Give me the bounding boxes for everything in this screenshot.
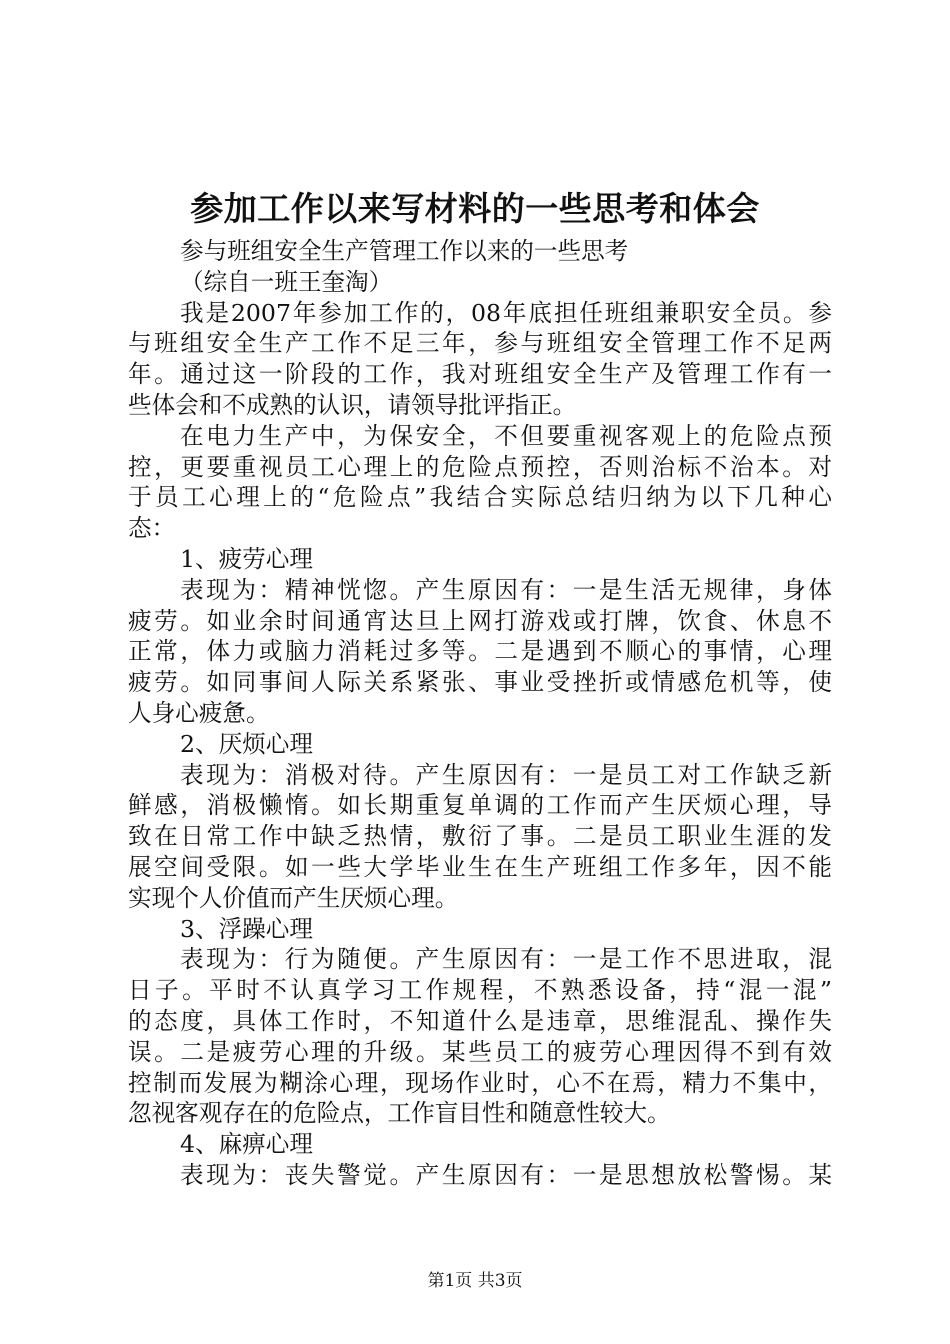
text-line: 2、厌烦心理 (180, 729, 313, 758)
text-line: 控，更要重视员工心理上的危险点预控，否则治标不治本。对 (128, 452, 832, 481)
text-line: 些体会和不成熟的认识，请领导批评指正。 (128, 390, 577, 419)
document-body (128, 236, 832, 1191)
text-line: 表现为：消极对待。产生原因有：一是员工对工作缺乏新 (180, 760, 832, 789)
text-line: 日子。平时不认真学习工作规程，不熟悉设备，持“混一混” (128, 976, 832, 1005)
text-line: 展空间受限。如一些大学毕业生在生产班组工作多年，因不能 (128, 852, 832, 881)
text-line: 人身心疲惫。 (128, 698, 270, 727)
text-line: 年。通过这一阶段的工作，我对班组安全生产及管理工作有一 (128, 360, 832, 389)
text-line: 1、疲劳心理 (180, 544, 313, 573)
text-line: 疲劳。如同事间人际关系紧张、事业受挫折或情感危机等，使 (128, 668, 832, 697)
text-line: 实现个人价值而产生厌烦心理。 (128, 883, 459, 912)
text-line: 于员工心理上的“危险点”我结合实际总结归纳为以下几种心 (128, 483, 832, 512)
text-line: 3、浮躁心理 (180, 914, 313, 943)
text-line: 态： (128, 514, 176, 543)
text-line: 误。二是疲劳心理的升级。某些员工的疲劳心理因得不到有效 (128, 1037, 832, 1066)
text-line: 表现为：丧失警觉。产生原因有：一是思想放松警惕。某 (180, 1160, 832, 1189)
text-line: 与班组安全生产工作不足三年，参与班组安全管理工作不足两 (128, 329, 832, 358)
text-line: 4、麻痹心理 (180, 1130, 313, 1159)
text-line: 正常，体力或脑力消耗过多等。二是遇到不顺心的事情，心理 (128, 637, 832, 666)
page-footer: 第1页 共3页 (427, 1271, 523, 1291)
text-line: （综自一班王奎淘） (180, 267, 393, 296)
text-line: 参与班组安全生产管理工作以来的一些思考 (180, 237, 629, 265)
text-line: 控制而发展为糊涂心理，现场作业时，心不在焉，精力不集中， (128, 1068, 832, 1097)
text-line: 致在日常工作中缺乏热情，敷衍了事。二是员工职业生涯的发 (128, 822, 832, 851)
text-line: 表现为：精神恍惚。产生原因有：一是生活无规律，身体 (180, 575, 832, 604)
text-line: 我是2007年参加工作的，08年底担任班组兼职安全员。参 (180, 298, 832, 327)
document-title: 参加工作以来写材料的一些思考和体会 (190, 189, 760, 228)
text-line: 在电力生产中，为保安全，不但要重视客观上的危险点预 (180, 421, 832, 450)
text-line: 疲劳。如业余时间通宵达旦上网打游戏或打牌，饮食、休息不 (128, 606, 832, 635)
text-line: 忽视客观存在的危险点，工作盲目性和随意性较大。 (128, 1099, 671, 1128)
text-line: 鲜感，消极懒惰。如长期重复单调的工作而产生厌烦心理，导 (128, 791, 832, 820)
text-line: 的态度，具体工作时，不知道什么是违章，思维混乱、操作失 (128, 1006, 832, 1035)
text-line: 表现为：行为随便。产生原因有：一是工作不思进取，混 (180, 945, 832, 974)
